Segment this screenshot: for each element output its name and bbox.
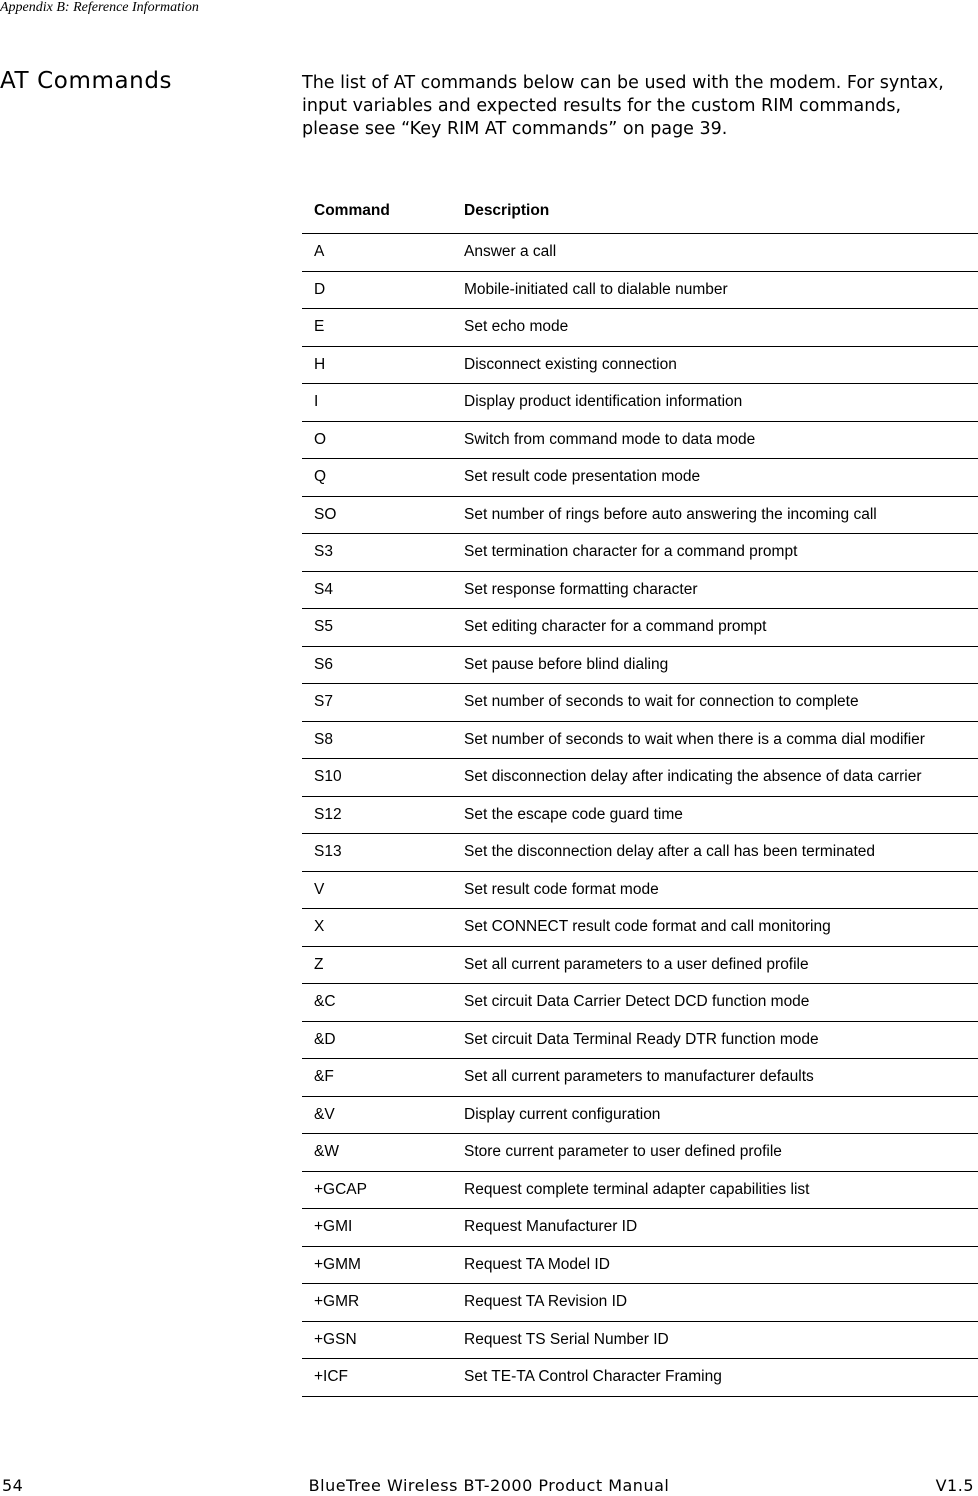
table-row [302,609,978,647]
command-cell: &D [302,1021,452,1059]
table-row [302,1096,978,1134]
table-row [302,271,978,309]
command-cell: Z [302,946,452,984]
description-cell: Set termination character for a command prompt [452,534,978,572]
description-cell: Mobile-initiated call to dialable number [452,271,978,309]
section-title: AT Commands [0,68,173,94]
command-cell: S4 [302,571,452,609]
table-row [302,384,978,422]
table-row [302,909,978,947]
running-header: Appendix B: Reference Information [0,0,199,15]
description-cell: Set the disconnection delay after a call has been terminated [452,834,978,872]
description-cell: Set pause before blind dialing [452,646,978,684]
table-row [302,1359,978,1397]
command-cell: I [302,384,452,422]
description-cell: Set CONNECT result code format and call monitoring [452,909,978,947]
command-cell: S5 [302,609,452,647]
command-cell: Q [302,459,452,497]
table-row [302,984,978,1022]
description-cell: Set the escape code guard time [452,796,978,834]
table-row [302,421,978,459]
description-cell: Set response formatting character [452,571,978,609]
command-cell: &V [302,1096,452,1134]
description-cell: Set result code presentation mode [452,459,978,497]
table-row [302,1321,978,1359]
command-cell: &F [302,1059,452,1097]
description-cell: Set editing character for a command prompt [452,609,978,647]
table-row [302,721,978,759]
description-cell: Set circuit Data Terminal Ready DTR function mode [452,1021,978,1059]
description-cell: Set circuit Data Carrier Detect DCD function mode [452,984,978,1022]
command-cell: S10 [302,759,452,797]
table-row [302,1284,978,1322]
command-cell: E [302,309,452,347]
command-cell: S3 [302,534,452,572]
command-cell: +ICF [302,1359,452,1397]
command-cell: SO [302,496,452,534]
description-cell: Request Manufacturer ID [452,1209,978,1247]
command-cell: S8 [302,721,452,759]
command-cell: +GMI [302,1209,452,1247]
column-header-command: Command [302,189,452,234]
command-cell: O [302,421,452,459]
command-cell: +GMR [302,1284,452,1322]
description-cell: Set number of seconds to wait when there is a comma dial modifier [452,721,978,759]
command-cell: +GMM [302,1246,452,1284]
intro-paragraph: The list of AT commands below can be used with the modem. For syntax, input variables and expected results for the custom RIM commands, please see “Key RIM AT commands” on page 39. [302,73,944,139]
description-cell: Set result code format mode [452,871,978,909]
description-cell: Set TE-TA Control Character Framing [452,1359,978,1397]
description-cell: Set echo mode [452,309,978,347]
description-cell: Display product identification information [452,384,978,422]
table-row [302,234,978,272]
table-row [302,834,978,872]
table-row [302,796,978,834]
table-row [302,309,978,347]
table-row [302,946,978,984]
description-cell: Set number of seconds to wait for connection to complete [452,684,978,722]
table-row [302,571,978,609]
table-row [302,759,978,797]
description-cell: Request TA Revision ID [452,1284,978,1322]
table-row [302,496,978,534]
description-cell: Set all current parameters to a user defined profile [452,946,978,984]
description-cell: Disconnect existing connection [452,346,978,384]
description-cell: Display current configuration [452,1096,978,1134]
table-row [302,684,978,722]
table-row [302,1134,978,1172]
command-cell: +GCAP [302,1171,452,1209]
command-cell: S13 [302,834,452,872]
command-cell: +GSN [302,1321,452,1359]
table-row [302,1021,978,1059]
table-row [302,459,978,497]
column-header-description: Description [452,189,978,234]
description-cell: Set all current parameters to manufacturer defaults [452,1059,978,1097]
table-row [302,1246,978,1284]
description-cell: Store current parameter to user defined profile [452,1134,978,1172]
table-row [302,534,978,572]
page-number: 54 [2,1476,24,1495]
manual-version: V1.5 [935,1476,974,1495]
manual-title: BlueTree Wireless BT-2000 Product Manual [308,1476,670,1495]
table-row [302,1059,978,1097]
description-cell: Request TS Serial Number ID [452,1321,978,1359]
at-commands-table [302,189,978,1397]
description-cell: Request complete terminal adapter capabilities list [452,1171,978,1209]
description-cell: Answer a call [452,234,978,272]
command-cell: S12 [302,796,452,834]
command-cell: D [302,271,452,309]
description-cell: Set disconnection delay after indicating the absence of data carrier [452,759,978,797]
command-cell: A [302,234,452,272]
command-cell: &C [302,984,452,1022]
table-row [302,346,978,384]
command-cell: H [302,346,452,384]
table-row [302,1209,978,1247]
command-cell: &W [302,1134,452,1172]
table-body [302,234,978,1397]
page-footer [0,1476,978,1496]
table-row [302,1171,978,1209]
command-cell: S7 [302,684,452,722]
table-row [302,871,978,909]
description-cell: Request TA Model ID [452,1246,978,1284]
command-cell: S6 [302,646,452,684]
command-cell: V [302,871,452,909]
table-row [302,646,978,684]
command-cell: X [302,909,452,947]
table-header-row [302,189,978,234]
description-cell: Set number of rings before auto answering the incoming call [452,496,978,534]
description-cell: Switch from command mode to data mode [452,421,978,459]
